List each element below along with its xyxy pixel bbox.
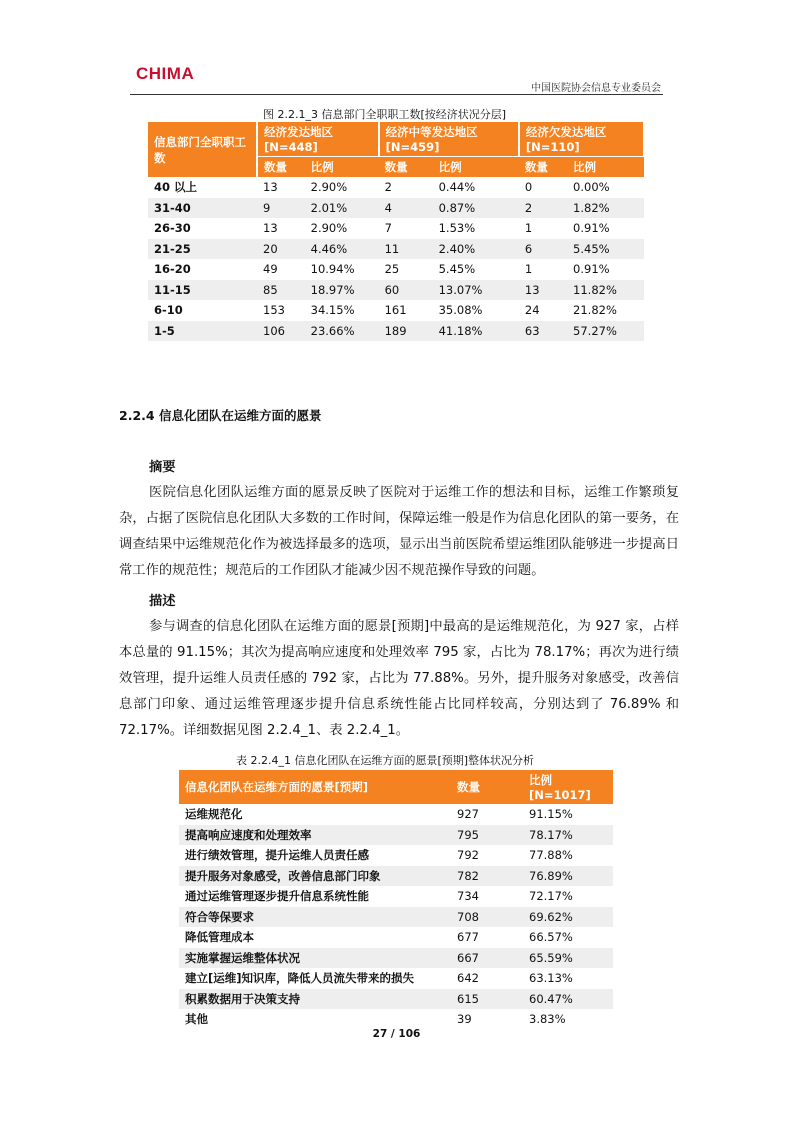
table-cell-pct: 66.57% bbox=[523, 927, 613, 948]
table-cell: 2.40% bbox=[433, 239, 519, 260]
table-cell: 2.01% bbox=[305, 198, 379, 219]
table-row bbox=[148, 198, 644, 219]
table-row bbox=[179, 825, 613, 846]
chima-logo: CHIMA bbox=[136, 64, 195, 83]
table-row bbox=[179, 968, 613, 989]
table-cell: 1.82% bbox=[567, 198, 644, 219]
table-cell: 9 bbox=[257, 198, 305, 219]
sub-header: 数量 bbox=[379, 157, 433, 178]
table-cell: 0.91% bbox=[567, 259, 644, 280]
org-name: 中国医院协会信息专业委员会 bbox=[531, 83, 661, 94]
table-cell-label: 提高响应速度和处理效率 bbox=[179, 825, 451, 846]
table-cell: 85 bbox=[257, 280, 305, 301]
table-cell: 2 bbox=[519, 198, 567, 219]
table-cell: 13.07% bbox=[433, 280, 519, 301]
table-cell: 11 bbox=[379, 239, 433, 260]
header-pct: 比例[N=1017] bbox=[523, 770, 613, 804]
section-title: 2.2.4 信息化团队在运维方面的愿景 bbox=[119, 408, 322, 423]
table-cell-label: 实施掌握运维整体状况 bbox=[179, 948, 451, 969]
table-cell-pct: 3.83% bbox=[523, 1009, 613, 1030]
table-cell-pct: 72.17% bbox=[523, 886, 613, 907]
table-cell-label: 提升服务对象感受，改善信息部门印象 bbox=[179, 866, 451, 887]
table-cell: 10.94% bbox=[305, 259, 379, 280]
table-cell: 4.46% bbox=[305, 239, 379, 260]
table-row bbox=[179, 845, 613, 866]
table-cell: 11.82% bbox=[567, 280, 644, 301]
table-cell: 21.82% bbox=[567, 300, 644, 321]
header-vision: 信息化团队在运维方面的愿景[预期] bbox=[179, 770, 451, 804]
table-row bbox=[148, 300, 644, 321]
table-cell: 2.90% bbox=[305, 177, 379, 198]
table-cell: 1.53% bbox=[433, 218, 519, 239]
table-cell-count: 734 bbox=[451, 886, 523, 907]
table-cell: 20 bbox=[257, 239, 305, 260]
table-row bbox=[179, 1009, 613, 1030]
table-row bbox=[148, 239, 644, 260]
summary-text: 医院信息化团队运维方面的愿景反映了医院对于运维工作的想法和目标，运维工作繁琐复杂，占据了医院信息化团队大多数的工作时间，保障运维一般是作为信息化团队的第一要务，在调查结果中运维规范化作为被选择最多的选项，显示出当前医院希望运维团队能够进一步提高日常工作的规范性；规范后的工作团队才能减少因不规范操作导致的问题。 bbox=[119, 485, 679, 578]
table-row bbox=[148, 321, 644, 342]
table-cell-count: 782 bbox=[451, 866, 523, 887]
header-count: 数量 bbox=[451, 770, 523, 804]
table-cell: 7 bbox=[379, 218, 433, 239]
table-cell-count: 708 bbox=[451, 907, 523, 928]
table-cell: 5.45% bbox=[433, 259, 519, 280]
table-cell: 24 bbox=[519, 300, 567, 321]
table-cell: 0.91% bbox=[567, 218, 644, 239]
table-cell-label: 通过运维管理逐步提升信息系统性能 bbox=[179, 886, 451, 907]
table-cell-label: 其他 bbox=[179, 1009, 451, 1030]
table-cell: 1 bbox=[519, 259, 567, 280]
table-cell: 13 bbox=[519, 280, 567, 301]
table-cell-label: 建立[运维]知识库，降低人员流失带来的损失 bbox=[179, 968, 451, 989]
table-row bbox=[148, 218, 644, 239]
table-row bbox=[179, 866, 613, 887]
ops-vision-table bbox=[179, 770, 613, 1030]
table-cell: 18.97% bbox=[305, 280, 379, 301]
row-label: 31-40 bbox=[148, 198, 257, 219]
table-cell: 2.90% bbox=[305, 218, 379, 239]
table-cell-pct: 63.13% bbox=[523, 968, 613, 989]
table1-caption: 图 2.2.1_3 信息部门全职职工数[按经济状况分层] bbox=[263, 108, 507, 121]
table-cell: 25 bbox=[379, 259, 433, 280]
table-cell: 0.87% bbox=[433, 198, 519, 219]
table2-caption: 表 2.2.4_1 信息化团队在运维方面的愿景[预期]整体状况分析 bbox=[236, 754, 535, 767]
table-cell: 106 bbox=[257, 321, 305, 342]
group-header-underdeveloped: 经济欠发达地区 [N=110] bbox=[519, 122, 644, 157]
table-cell: 63 bbox=[519, 321, 567, 342]
table-cell-pct: 78.17% bbox=[523, 825, 613, 846]
row-label: 11-15 bbox=[148, 280, 257, 301]
table-cell-label: 进行绩效管理，提升运维人员责任感 bbox=[179, 845, 451, 866]
table-cell-pct: 91.15% bbox=[523, 804, 613, 825]
table-cell-count: 667 bbox=[451, 948, 523, 969]
table-cell: 35.08% bbox=[433, 300, 519, 321]
table-cell-pct: 77.88% bbox=[523, 845, 613, 866]
table-cell: 161 bbox=[379, 300, 433, 321]
table-cell: 13 bbox=[257, 218, 305, 239]
table-row bbox=[179, 927, 613, 948]
row-label: 6-10 bbox=[148, 300, 257, 321]
table-cell: 41.18% bbox=[433, 321, 519, 342]
sub-header: 比例 bbox=[305, 157, 379, 178]
table-cell-pct: 60.47% bbox=[523, 989, 613, 1010]
row-label: 40 以上 bbox=[148, 177, 257, 198]
row-label: 21-25 bbox=[148, 239, 257, 260]
staff-count-table bbox=[148, 122, 645, 341]
sub-header: 比例 bbox=[567, 157, 644, 178]
table-cell-count: 615 bbox=[451, 989, 523, 1010]
table-row bbox=[148, 177, 644, 198]
page-number: 27 / 106 bbox=[372, 1028, 421, 1040]
table-cell-label: 符合等保要求 bbox=[179, 907, 451, 928]
row-label: 16-20 bbox=[148, 259, 257, 280]
sub-header: 比例 bbox=[433, 157, 519, 178]
table-cell-label: 积累数据用于决策支持 bbox=[179, 989, 451, 1010]
table-cell: 2 bbox=[379, 177, 433, 198]
table-cell: 4 bbox=[379, 198, 433, 219]
table-cell: 6 bbox=[519, 239, 567, 260]
sub-header: 数量 bbox=[519, 157, 567, 178]
table-cell-count: 927 bbox=[451, 804, 523, 825]
table-cell-label: 运维规范化 bbox=[179, 804, 451, 825]
table-cell: 0 bbox=[519, 177, 567, 198]
table-cell: 49 bbox=[257, 259, 305, 280]
row-label: 26-30 bbox=[148, 218, 257, 239]
table-cell: 1 bbox=[519, 218, 567, 239]
table-row bbox=[148, 280, 644, 301]
table-cell: 34.15% bbox=[305, 300, 379, 321]
table-cell: 13 bbox=[257, 177, 305, 198]
sub-header: 数量 bbox=[257, 157, 305, 178]
row-header: 信息部门全职职工数 bbox=[148, 122, 257, 177]
table-row bbox=[179, 804, 613, 825]
table-cell: 189 bbox=[379, 321, 433, 342]
group-header-developed: 经济发达地区 [N=448] bbox=[257, 122, 379, 157]
table-row bbox=[179, 948, 613, 969]
table-row bbox=[179, 989, 613, 1010]
table-cell-pct: 76.89% bbox=[523, 866, 613, 887]
table-cell-count: 39 bbox=[451, 1009, 523, 1030]
table-cell-count: 795 bbox=[451, 825, 523, 846]
description-heading: 描述 bbox=[149, 594, 176, 609]
table-cell: 0.00% bbox=[567, 177, 644, 198]
table-cell-label: 降低管理成本 bbox=[179, 927, 451, 948]
group-header-mid: 经济中等发达地区 [N=459] bbox=[379, 122, 519, 157]
description-text: 参与调查的信息化团队在运维方面的愿景[预期]中最高的是运维规范化，为 927 家，占样本总量的 91.15%；其次为提高响应速度和处理效率 795 家，占比为 78.17%；再次为进行绩效管理，提升运维人员责任感的 792 家，占比为 77.88%。另外，提升服务对象感受，改善信息部门印象、通过运维管理逐步提升信息系统性能占比同样较高，分别达到了 76.89% 和 72.17%。详细数据见图 2.2.4_1、表 2.2.4_1。 bbox=[119, 619, 679, 738]
table-row bbox=[148, 259, 644, 280]
table-row bbox=[179, 907, 613, 928]
table-cell-pct: 69.62% bbox=[523, 907, 613, 928]
table-cell: 57.27% bbox=[567, 321, 644, 342]
table-cell: 60 bbox=[379, 280, 433, 301]
table-cell: 153 bbox=[257, 300, 305, 321]
header-divider bbox=[130, 94, 663, 95]
table-cell-count: 792 bbox=[451, 845, 523, 866]
table-cell-count: 677 bbox=[451, 927, 523, 948]
table-cell: 5.45% bbox=[567, 239, 644, 260]
table-cell-count: 642 bbox=[451, 968, 523, 989]
table-row bbox=[179, 886, 613, 907]
row-label: 1-5 bbox=[148, 321, 257, 342]
table-cell: 23.66% bbox=[305, 321, 379, 342]
table-cell: 0.44% bbox=[433, 177, 519, 198]
table-cell-pct: 65.59% bbox=[523, 948, 613, 969]
summary-heading: 摘要 bbox=[149, 460, 176, 475]
